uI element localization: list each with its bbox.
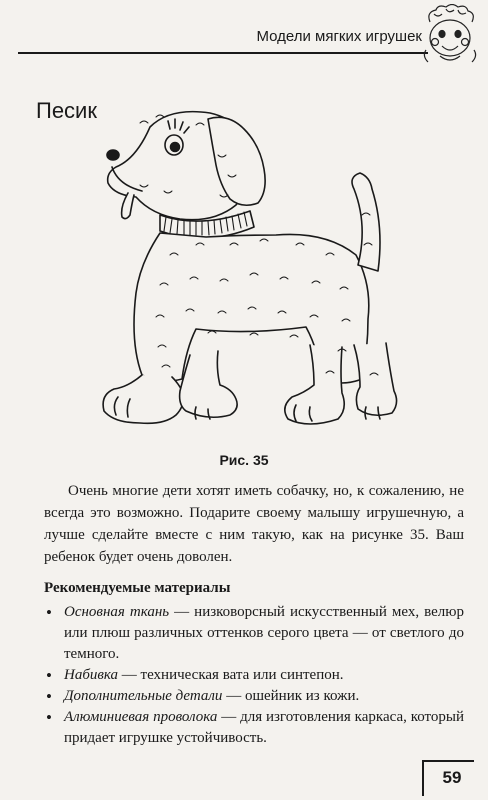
material-description: — ошейник из кожи. — [222, 688, 360, 704]
material-term: Набивка — [64, 667, 119, 683]
list-item — [44, 686, 464, 707]
page-number-box — [422, 760, 474, 796]
figure-caption: Рис. 35 — [219, 452, 269, 468]
intro-paragraph: Очень многие дети хотят иметь собачку, но, к сожалению, не всегда это возможно. Подарите своему малышу игрушечную, а лучше сделайте вместе с ним такую, как на рисунке 35. Ваш ребенок будет очень доволен. — [44, 483, 464, 565]
material-term: Алюминиевая проволока — [64, 709, 218, 725]
header-rule — [18, 52, 428, 54]
list-item — [44, 707, 464, 749]
running-header-title: Модели мягких игрушек — [256, 28, 422, 45]
material-description: — низковорсный искусственный мех, велюр или плюш различных оттенков серого цвета — от светлого до темного. — [64, 604, 464, 662]
list-item — [44, 665, 464, 686]
dog-toy-illustration — [100, 95, 410, 450]
list-item — [44, 602, 464, 665]
material-term: Основная ткань — [64, 604, 170, 620]
materials-list — [44, 602, 464, 749]
page-number: 59 — [442, 768, 462, 787]
material-description: — техническая вата или синтепон. — [118, 667, 344, 683]
section-title: Песик — [36, 98, 97, 123]
doll-head-illustration — [418, 4, 484, 68]
materials-heading: Рекомендуемые материалы — [44, 580, 231, 596]
material-description: — для изготовления каркаса, который придает игрушке устойчивость. — [64, 709, 464, 746]
material-term: Дополнительные детали — [64, 688, 223, 704]
